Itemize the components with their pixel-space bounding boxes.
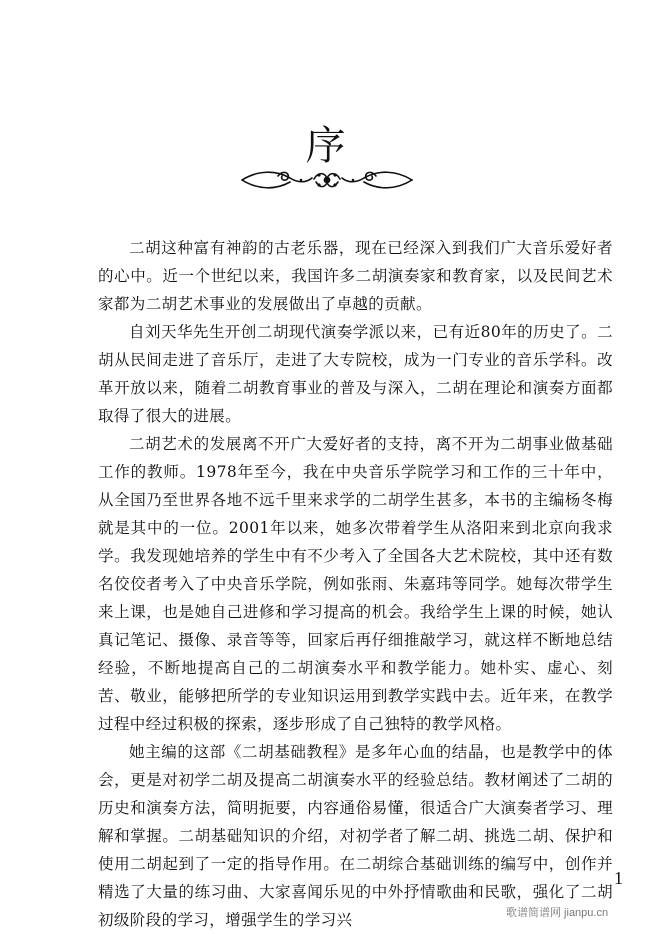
paragraph: 自刘天华先生开创二胡现代演奏学派以来，已有近80年的历史了。二胡从民间走进了音乐厅，走进了大专院校，成为一门专业的音乐学科。改革开放以来，随着二胡教育事业的普及与深入，二胡在理论和演奏方面都取得了很大的进展。 [98,323,613,425]
paragraph: 二胡艺术的发展离不开广大爱好者的支持，离不开为二胡事业做基础工作的教师。1978年至今，我在中央音乐学院学习和工作的三十年中，从全国乃至世界各地不远千里来求学的二胡学生甚多，本书的主编杨冬梅就是其中的一位。2001年以来，她多次带着学生从洛阳来到北京向我求学。我发现她培养的学生中有不少考入了全国各大艺术院校，其中还有数名佼佼者考入了中央音乐学院，例如张雨、朱嘉玮等同学。她每次带学生来上课，也是她自己进修和学习提高的机会。我给学生上课的时候，她认真记笔记、摄像、录音等等，回家后再仔细推敲学习，就这样不断地总结经验，不断地提高自己的二胡演奏水平和教学能力。她朴实、虚心、刻苦、敬业，能够把所学的专业知识运用到教学实践中去。近年来，在教学过程中经过积极的探索，逐步形成了自己独特的教学风格。 [98,435,613,733]
preface-body [98,234,613,934]
paragraph: 她主编的这部《二胡基础教程》是多年心血的结晶，也是教学中的体会，更是对初学二胡及提高二胡演奏水平的经验总结。教材阐述了二胡的历史和演奏方法，简明扼要，内容通俗易懂，很适合广大演奏者学习、理解和掌握。二胡基础知识的介绍，对初学者了解二胡、挑选二胡、保护和使用二胡起到了一定的指导作用。在二胡综合基础训练的编写中，创作并精选了大量的练习曲、大家喜闻乐见的中外抒情歌曲和民歌，强化了二胡初级阶段的学习，增强学生的学习兴 [98,743,613,929]
page-title: 序 [305,123,348,169]
watermark: 歌谱简谱网 jianpu.cn [506,907,609,919]
page-number: 1 [614,868,623,888]
paragraph: 二胡这种富有神韵的古老乐器，现在已经深入到我们广大音乐爱好者的心中。近一个世纪以来，我国许多二胡演奏家和教育家，以及民间艺术家都为二胡艺术事业的发展做出了卓越的贡献。 [98,239,613,313]
flourish-ornament [238,166,416,194]
